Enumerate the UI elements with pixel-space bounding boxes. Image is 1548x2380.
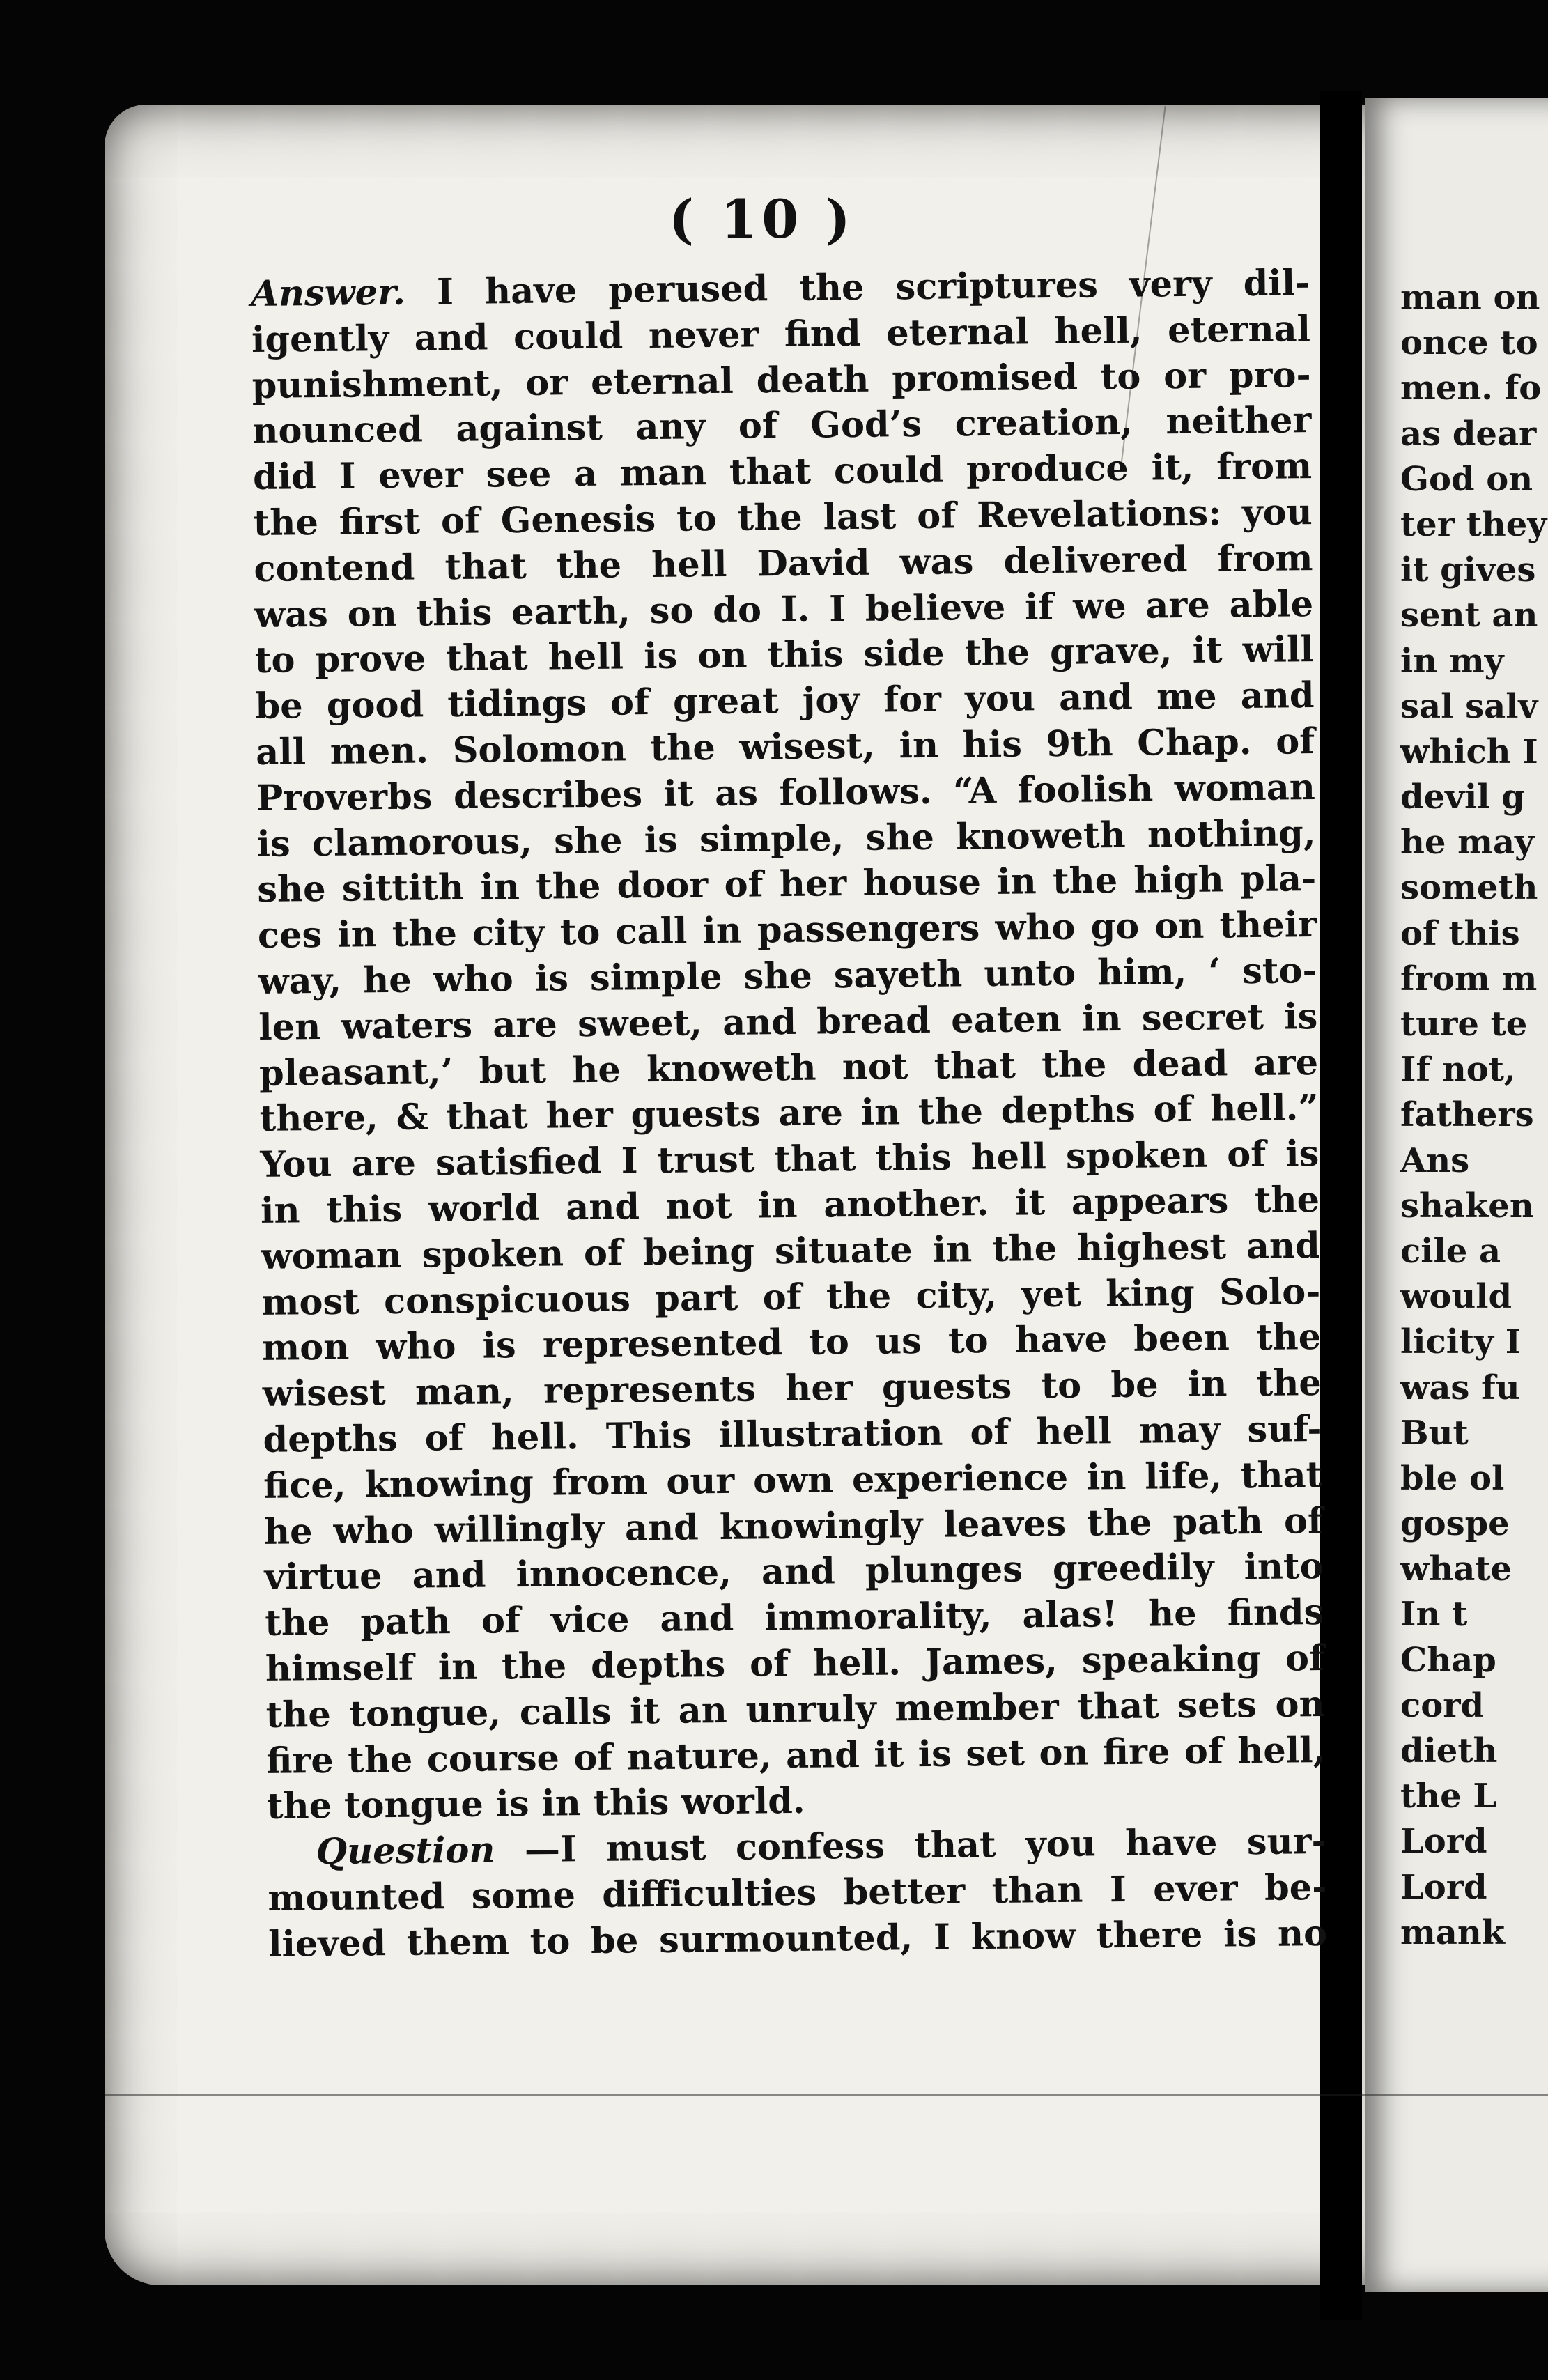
fragment-line: Chap xyxy=(1400,1640,1496,1680)
fragment-line: ble ol xyxy=(1400,1458,1505,1498)
line-text: mon who is represented to us to have been the xyxy=(261,1316,1322,1370)
line-text: the path of vice and immorality, alas! he finds xyxy=(265,1591,1324,1645)
line-text: she sittith in the door of her house in the high pla- xyxy=(256,858,1317,911)
line-text: be good tidings of great joy for you and me and xyxy=(255,674,1315,728)
line-text: he who willingly and knowingly leaves the path of xyxy=(263,1499,1324,1553)
line-text: all men. Solomon the wisest, in his 9th Chap. of xyxy=(255,720,1315,773)
fragment-line: In t xyxy=(1400,1595,1468,1635)
line-text: was on this earth, so do I. I believe if we are able xyxy=(254,582,1314,636)
fragment-line: someth xyxy=(1400,868,1538,908)
line-text: in this world and not in another. it appears the xyxy=(260,1178,1320,1232)
fragment-line: he may xyxy=(1400,823,1534,863)
fragment-line: ter they xyxy=(1400,504,1547,544)
line-text: there, & that her guests are in the depths of hell.” xyxy=(259,1087,1319,1141)
line-text: woman spoken of being situate in the highest and xyxy=(261,1224,1321,1278)
line-text: contend that the hell David was delivered from xyxy=(254,536,1313,590)
line-text: I have perused the scriptures very dil- xyxy=(405,262,1310,314)
fragment-line: from m xyxy=(1400,959,1538,998)
line-text: most conspicuous part of the city, yet king Solo- xyxy=(261,1270,1321,1324)
line-text: ces in the city to call in passengers who go on their xyxy=(257,904,1317,957)
fragment-line: sent an xyxy=(1400,596,1538,635)
fragment-line: once to xyxy=(1400,323,1538,363)
line-text: the tongue is in this world. xyxy=(266,1780,805,1828)
right-page-text-fragment xyxy=(1400,275,1548,1956)
line-text: to prove that hell is on this side the grave, it will xyxy=(254,628,1315,682)
fragment-line: licity I xyxy=(1400,1322,1522,1362)
left-page-text xyxy=(251,261,1327,1968)
fragment-line: was fu xyxy=(1400,1368,1520,1407)
line-text: did I ever see a man that could produce it, from xyxy=(252,445,1313,499)
fragment-line: which I xyxy=(1400,732,1538,771)
fragment-line: sal salv xyxy=(1400,686,1538,726)
fragment-line: Ans xyxy=(1400,1141,1470,1180)
line-text: the first of Genesis to the last of Revelations: you xyxy=(253,491,1313,544)
speaker-label: Question xyxy=(316,1829,495,1873)
line-text: fire the course of nature, and it is set on fire of hell, xyxy=(266,1729,1326,1782)
page-number: ( 10 ) xyxy=(669,188,855,250)
line-text: pleasant,’ but he knoweth not that the dead are xyxy=(258,1041,1319,1095)
fragment-line: shaken xyxy=(1400,1186,1534,1226)
fragment-line: in my xyxy=(1400,641,1504,681)
line-text: len waters are sweet, and bread eaten in secret is xyxy=(258,995,1318,1049)
fragment-line: the L xyxy=(1400,1777,1497,1816)
line-text: virtue and innocence, and plunges greedily into xyxy=(264,1545,1324,1599)
fragment-line: cile a xyxy=(1400,1231,1501,1271)
fragment-line: it gives xyxy=(1400,550,1536,590)
fragment-line: gospe xyxy=(1400,1504,1510,1544)
line-text: igently and could never find eternal hell, eternal xyxy=(251,307,1311,361)
fragment-line: ture te xyxy=(1400,1005,1528,1044)
line-text: himself in the depths of hell. James, speaking of xyxy=(265,1637,1325,1690)
line-text: Proverbs describes it as follows. “A foolish woman xyxy=(256,766,1316,819)
fragment-line: God on xyxy=(1400,459,1533,499)
fragment-line: dieth xyxy=(1400,1731,1498,1770)
scan-line-artifact xyxy=(105,2094,1548,2096)
fragment-line: man on xyxy=(1400,278,1540,317)
fragment-line: devil g xyxy=(1400,778,1525,817)
line-text: lieved them to be surmounted, I know there is no xyxy=(268,1912,1328,1965)
fragment-line: whate xyxy=(1400,1550,1512,1589)
fragment-line: Lord xyxy=(1400,1867,1487,1907)
line-text: punishment, or eternal death promised to or pro- xyxy=(251,353,1311,407)
fragment-line: If not, xyxy=(1400,1050,1516,1090)
fragment-line: of this xyxy=(1400,913,1520,953)
line-text: wisest man, represents her guests to be in the xyxy=(262,1362,1322,1416)
fragment-line: would xyxy=(1400,1277,1512,1317)
fragment-line: mank xyxy=(1400,1912,1506,1952)
fragment-line: men. fo xyxy=(1400,369,1542,408)
line-text: mounted some difficulties better than I ever be- xyxy=(268,1866,1327,1919)
line-text: is clamorous, she is simple, she knoweth nothing, xyxy=(256,812,1316,865)
line-text: nounced against any of God’s creation, neither xyxy=(252,399,1312,453)
speaker-label: Answer. xyxy=(251,271,406,315)
fragment-line: Lord xyxy=(1400,1822,1487,1862)
fragment-line: as dear xyxy=(1400,414,1537,454)
fragment-line: But xyxy=(1400,1413,1469,1453)
line-text: —I must confess that you have sur- xyxy=(495,1821,1326,1871)
fragment-line: cord xyxy=(1400,1685,1485,1725)
line-text: fice, knowing from our own experience in life, that xyxy=(263,1453,1323,1507)
line-text: depths of hell. This illustration of hell may suf- xyxy=(263,1407,1322,1461)
fragment-line: fathers xyxy=(1400,1095,1534,1135)
line-text: way, he who is simple she sayeth unto him, ‘ sto- xyxy=(258,949,1317,1003)
book-gutter xyxy=(1320,91,1362,2320)
line-text: the tongue, calls it an unruly member that sets on xyxy=(265,1683,1325,1736)
line-text: You are satisfied I trust that this hell spoken of is xyxy=(260,1133,1319,1187)
